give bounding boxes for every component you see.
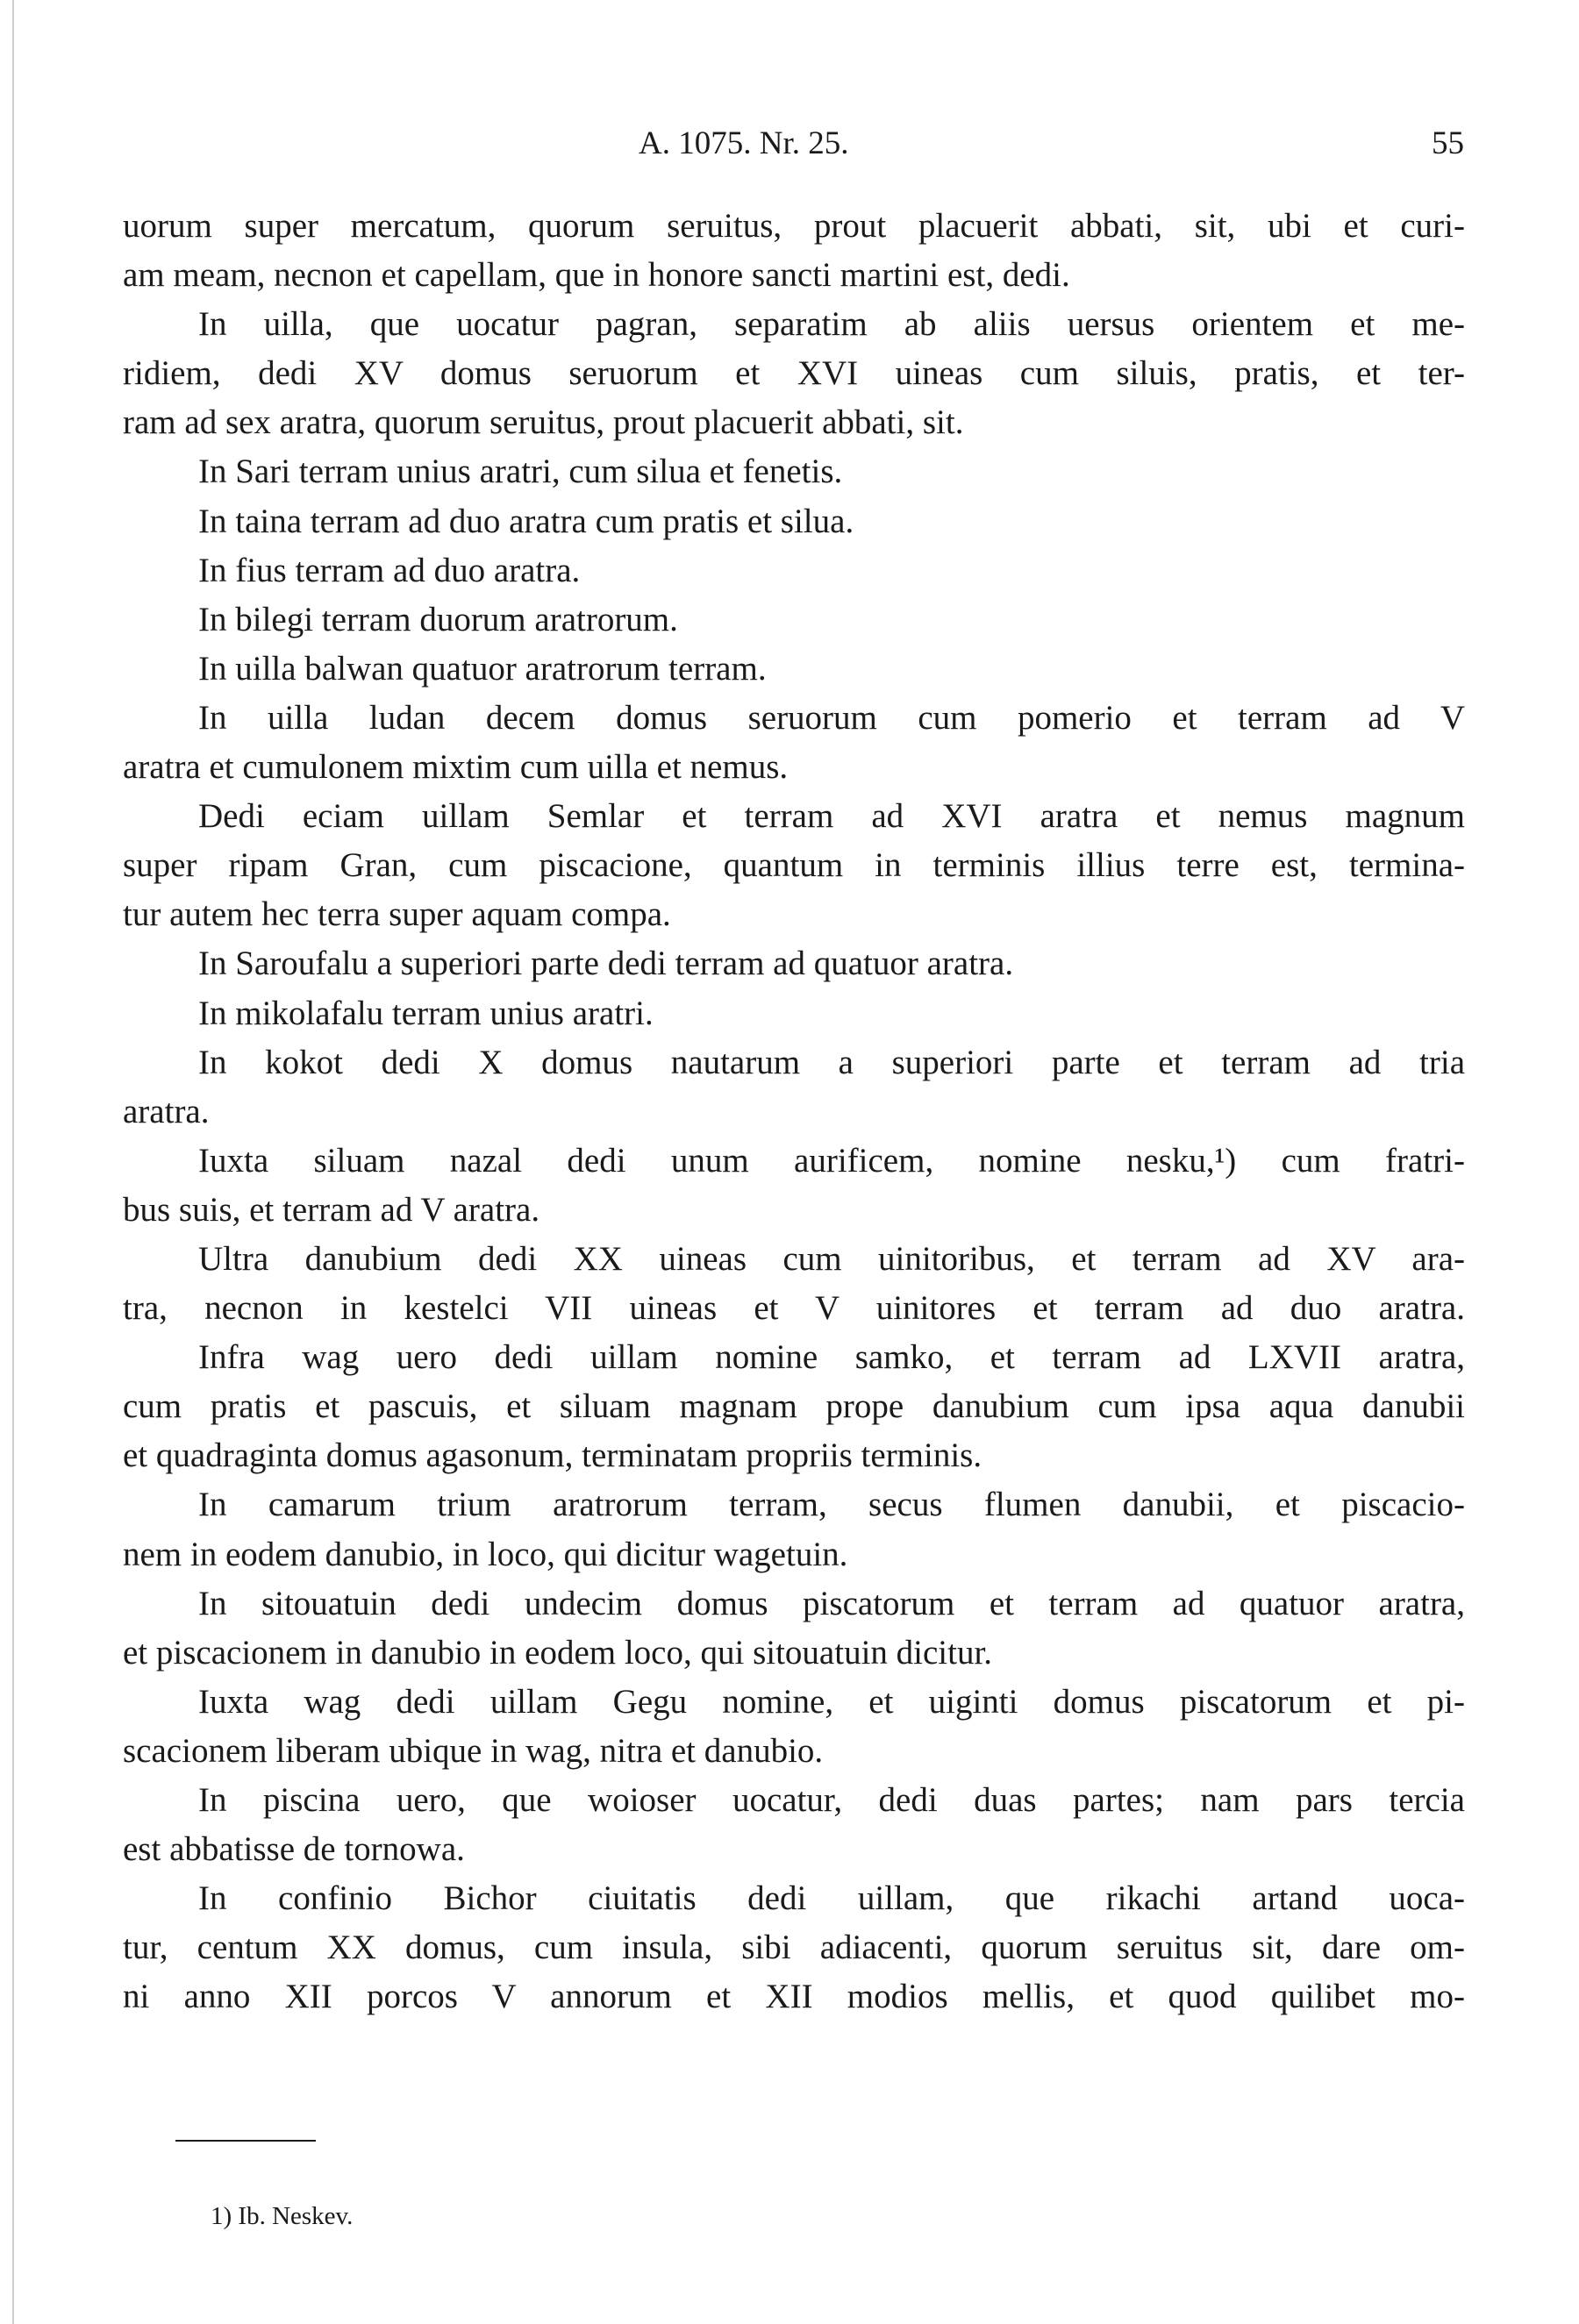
- text-line: Iuxta siluam nazal dedi unum aurificem, nomine nesku,¹) cum fratri-: [198, 1141, 1465, 1180]
- text-line: Infra wag uero dedi uillam nomine samko, et terram ad LXVII aratra,: [198, 1338, 1465, 1377]
- text-line: ridiem, dedi XV domus seruorum et XVI uineas cum siluis, pratis, et ter-: [123, 354, 1465, 393]
- footnote-rule: [175, 2140, 316, 2142]
- text-line: scacionem liberam ubique in wag, nitra et danubio.: [123, 1731, 824, 1770]
- text-line: In uilla, que uocatur pagran, separatim ab aliis uersus orientem et me-: [198, 305, 1465, 344]
- text-line: est abbatisse de tornowa.: [123, 1830, 465, 1869]
- text-line: tur, centum XX domus, cum insula, sibi adiacenti, quorum seruitus sit, dare om-: [123, 1928, 1465, 1967]
- body-text: [123, 202, 1465, 2021]
- page-number: 55: [1432, 125, 1464, 161]
- text-line: aratra et cumulonem mixtim cum uilla et nemus.: [123, 748, 789, 787]
- text-line: In kokot dedi X domus nautarum a superiori parte et terram ad tria: [198, 1043, 1465, 1081]
- text-line: et piscacionem in danubio in eodem loco, qui sitouatuin dicitur.: [123, 1633, 993, 1672]
- text-line: uorum super mercatum, quorum seruitus, prout placuerit abbati, sit, ubi et curi-: [123, 207, 1465, 245]
- text-line: Ultra danubium dedi XX uineas cum uinitoribus, et terram ad XV ara-: [198, 1239, 1465, 1278]
- text-line: et quadraginta domus agasonum, terminatam propriis terminis.: [123, 1436, 982, 1475]
- text-line: tur autem hec terra super aquam compa.: [123, 895, 671, 934]
- text-line: In uilla ludan decem domus seruorum cum pomerio et terram ad V: [198, 698, 1465, 737]
- text-line: In sitouatuin dedi undecim domus piscatorum et terram ad quatuor aratra,: [198, 1584, 1465, 1622]
- text-line: In Sari terram unius aratri, cum silua et fenetis.: [198, 453, 843, 491]
- text-line: ni anno XII porcos V annorum et XII modios mellis, et quod quilibet mo-: [123, 1978, 1465, 2016]
- footnote: 1) Ib. Neskev.: [211, 2202, 354, 2230]
- page-header: [0, 125, 1579, 168]
- text-line: In fius terram ad duo aratra.: [198, 551, 581, 589]
- text-line: ram ad sex aratra, quorum seruitus, prout placuerit abbati, sit.: [123, 403, 964, 442]
- text-line: In uilla balwan quatuor aratrorum terram.: [198, 649, 767, 688]
- text-line: am meam, necnon et capellam, que in honore sancti martini est, dedi.: [123, 256, 1070, 295]
- text-line: In piscina uero, que woioser uocatur, dedi duas partes; nam pars tercia: [198, 1781, 1465, 1819]
- text-line: tra, necnon in kestelci VII uineas et V uinitores et terram ad duo aratra.: [123, 1289, 1465, 1328]
- text-line: In taina terram ad duo aratra cum pratis et silua.: [198, 502, 854, 540]
- text-line: cum pratis et pascuis, et siluam magnam prope danubium cum ipsa aqua danubii: [123, 1387, 1465, 1426]
- text-line: bus suis, et terram ad V aratra.: [123, 1190, 540, 1229]
- scan-edge-line: [12, 0, 14, 2324]
- text-line: In Saroufalu a superiori parte dedi terram ad quatuor aratra.: [198, 945, 1014, 983]
- running-title: A. 1075. Nr. 25.: [639, 125, 849, 161]
- text-line: nem in eodem danubio, in loco, qui dicitur wagetuin.: [123, 1535, 848, 1573]
- text-line: aratra.: [123, 1092, 210, 1130]
- text-line: Dedi eciam uillam Semlar et terram ad XVI aratra et nemus magnum: [198, 797, 1465, 836]
- text-line: In confinio Bichor ciuitatis dedi uillam, que rikachi artand uoca-: [198, 1879, 1465, 1918]
- text-line: In bilegi terram duorum aratrorum.: [198, 600, 678, 638]
- text-line: In mikolafalu terram unius aratri.: [198, 994, 654, 1032]
- text-line: Iuxta wag dedi uillam Gegu nomine, et uiginti domus piscatorum et pi-: [198, 1682, 1465, 1721]
- text-line: super ripam Gran, cum piscacione, quantum in terminis illius terre est, termina-: [123, 846, 1465, 885]
- text-line: In camarum trium aratrorum terram, secus flumen danubii, et piscacio-: [198, 1486, 1465, 1524]
